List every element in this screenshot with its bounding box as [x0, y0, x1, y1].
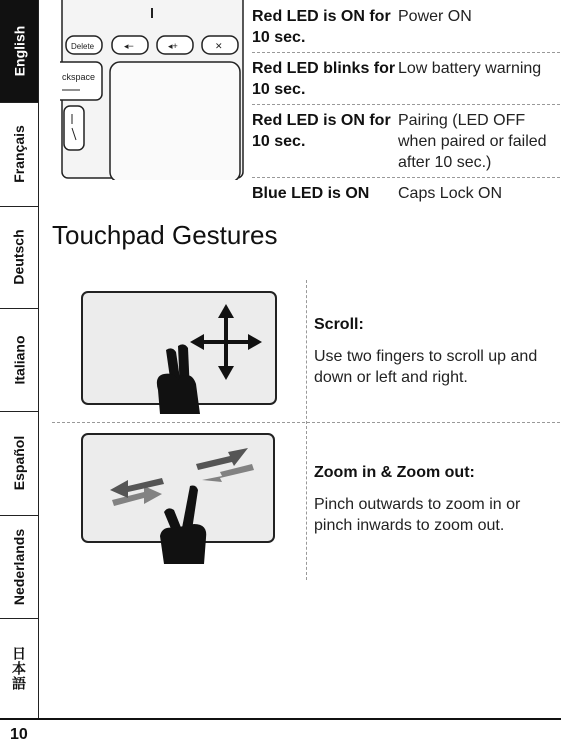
tab-italiano[interactable]	[0, 308, 38, 412]
gesture-description: Pinch outwards to zoom in or pinch inwards to zoom out.	[314, 496, 521, 534]
keyboard-illustration	[60, 0, 245, 180]
gesture-divider	[52, 422, 560, 423]
tab-deutsch[interactable]	[0, 206, 38, 309]
svg-text:✕: ✕	[215, 41, 223, 51]
led-status: Blue LED is ON	[252, 185, 370, 202]
led-meaning: Low battery warning	[398, 60, 542, 77]
page-number: 10	[10, 726, 28, 743]
table-row	[252, 0, 560, 53]
tab-label: Nederlands	[11, 528, 27, 605]
led-status: Red LED is ON for 10 sec.	[252, 112, 391, 150]
tab-label: 日本語	[11, 645, 27, 691]
led-status: Red LED is ON for 10 sec.	[252, 8, 391, 46]
tab-nederlands[interactable]	[0, 515, 38, 619]
tab-label: Italiano	[11, 334, 28, 385]
tab-label: Español	[11, 435, 27, 491]
led-status-table	[252, 0, 560, 208]
section-title: Touchpad Gestures	[52, 220, 278, 250]
zoom-gesture-illustration	[80, 432, 280, 572]
svg-text:◂+: ◂+	[168, 41, 178, 51]
tab-espanol[interactable]	[0, 411, 38, 516]
backspace-key-label: ckspace	[62, 72, 96, 82]
table-row	[252, 53, 560, 105]
tab-japanese[interactable]	[0, 618, 38, 718]
gesture-divider	[306, 280, 307, 580]
tab-label: Français	[11, 125, 27, 183]
led-status: Red LED blinks for 10 sec.	[252, 60, 396, 98]
table-row	[252, 105, 560, 178]
tabs-divider	[38, 0, 39, 718]
zoom-gesture	[314, 464, 554, 536]
led-meaning: Caps Lock ON	[398, 185, 503, 202]
delete-key-label: Delete	[71, 42, 95, 51]
table-row	[252, 178, 560, 208]
footer-rule	[0, 718, 561, 720]
tab-label: English	[11, 25, 27, 77]
led-meaning: Power ON	[398, 8, 472, 25]
led-meaning: Pairing (LED OFF when paired or failed after 10 sec.)	[398, 112, 547, 171]
gesture-description: Use two fingers to scroll up and down or left and right.	[314, 348, 538, 386]
gesture-title: Zoom in & Zoom out:	[314, 464, 475, 481]
language-tabs	[0, 0, 38, 718]
scroll-gesture-illustration	[80, 290, 280, 420]
tab-francais[interactable]	[0, 102, 38, 207]
tab-english[interactable]	[0, 0, 38, 103]
svg-text:◂−: ◂−	[124, 41, 134, 51]
scroll-gesture	[314, 316, 554, 388]
tab-label: Deutsch	[11, 229, 28, 285]
gesture-title: Scroll:	[314, 316, 364, 333]
